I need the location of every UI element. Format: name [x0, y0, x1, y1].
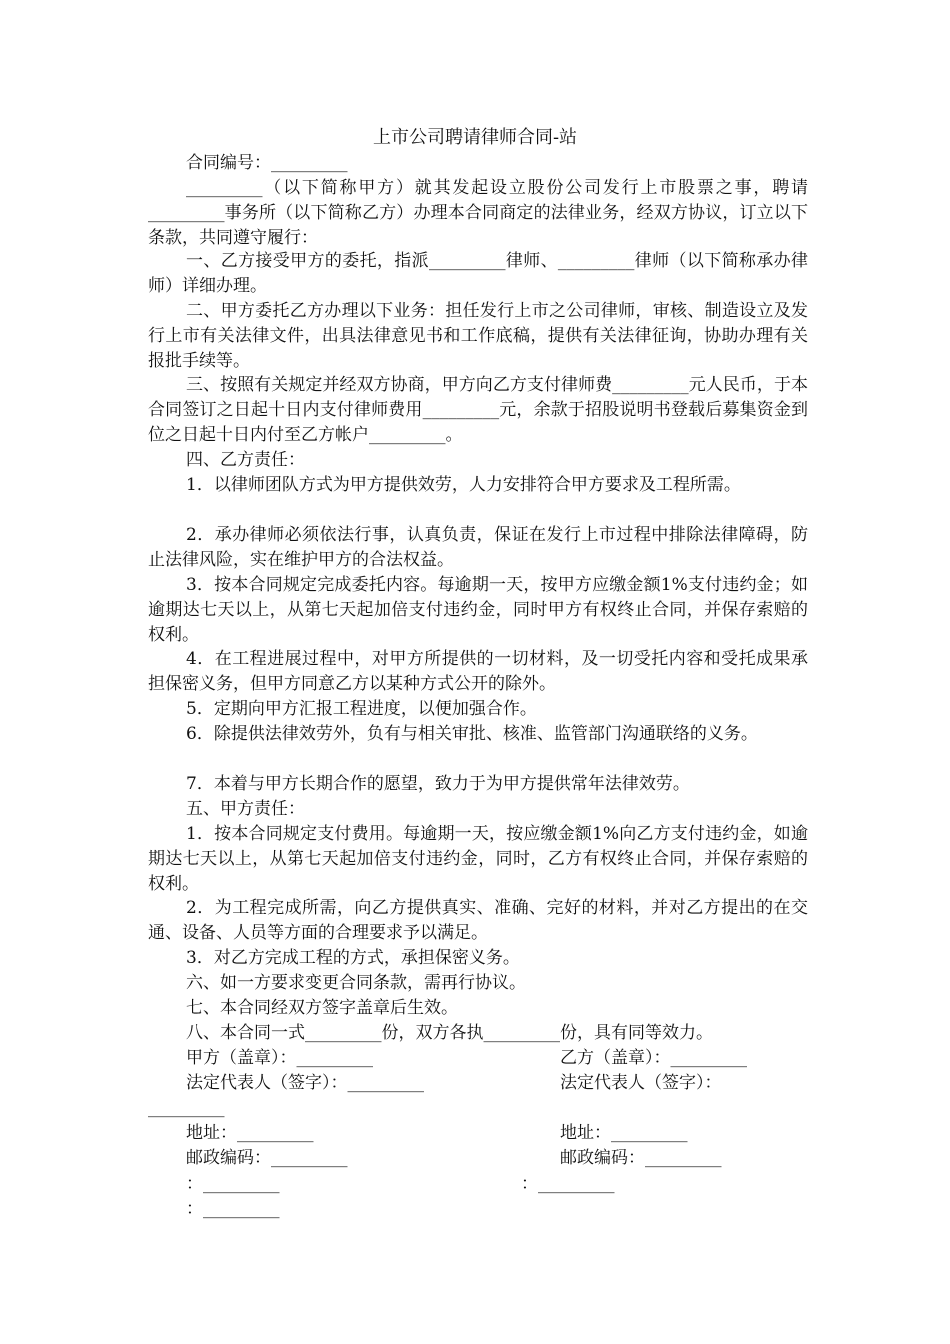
clause-5-item-2: 2．为工程完成所需，向乙方提供真实、准确、完好的材料，并对乙方提出的在交通、设备、人员等方面的合理要求予以满足。: [148, 898, 808, 943]
clause-4-item-6: 6．除提供法律效劳外，负有与相关审批、核准、监管部门沟通联络的义务。: [186, 724, 758, 744]
contract-number: 合同编号：_________: [186, 153, 348, 173]
intro-paragraph: _________（以下简称甲方）就其发起设立股份公司发行上市股票之事，聘请_________事务所（以下简称乙方）办理本合同商定的法律业务，经双方协议，订立以下条款，共同遵守履行：: [148, 178, 808, 248]
clause-8: 八、本合同一式_________份，双方各执_________份，具有同等效力。: [186, 1023, 713, 1043]
party-b-postcode: 邮政编码：_________: [560, 1148, 722, 1168]
party-a-postcode: 邮政编码：_________: [186, 1148, 348, 1168]
party-b-representative-blank: _________: [148, 1098, 225, 1118]
clause-4-item-3: 3．按本合同规定完成委托内容。每逾期一天，按甲方应缴金额1%支付违约金；如逾期达七天以上，从第七天起加倍支付违约金，同时甲方有权终止合同，并保存索赔的权利。: [148, 575, 808, 645]
party-a-representative: 法定代表人（签字）：_________: [186, 1073, 424, 1093]
clause-3: 三、按照有关规定并经双方协商，甲方向乙方支付律师费_________元人民币，于本合同签订之日起十日内支付律师费用_________元，余款于招股说明书登载后募集资金到位之日起十日内付至乙方帐户_________。: [148, 375, 808, 445]
clause-2: 二、甲方委托乙方办理以下业务：担任发行上市之公司律师，审核、制造设立及发行上市有关法律文件，出具法律意见书和工作底稿，提供有关法律征询，协助办理有关报批手续等。: [148, 301, 808, 371]
clause-7: 七、本合同经双方签字盖章后生效。: [186, 998, 458, 1018]
clause-4-item-7: 7．本着与甲方长期合作的愿望，致力于为甲方提供常年法律效劳。: [186, 774, 690, 794]
clause-4-item-4: 4．在工程进展过程中，对甲方所提供的一切材料，及一切受托内容和受托成果承担保密义务，但甲方同意乙方以某种方式公开的除外。: [148, 649, 808, 694]
party-a-extra-field-2: ：_________: [186, 1199, 280, 1219]
clause-4-item-5: 5．定期向甲方汇报工程进度，以便加强合作。: [186, 699, 537, 719]
clause-5-heading: 五、甲方责任：: [186, 799, 305, 819]
party-b-address: 地址：_________: [560, 1123, 688, 1143]
party-a-seal: 甲方（盖章）：_________: [186, 1048, 373, 1068]
clause-6: 六、如一方要求变更合同条款，需再行协议。: [186, 973, 526, 993]
party-b-representative: 法定代表人（签字）：: [560, 1073, 722, 1093]
clause-1: 一、乙方接受甲方的委托，指派_________律师、_________律师（以下简称承办律师）详细办理。: [148, 251, 808, 296]
party-b-seal: 乙方（盖章）：_________: [560, 1048, 747, 1068]
clause-4-item-1: 1．以律师团队方式为甲方提供效劳，人力安排符合甲方要求及工程所需。: [186, 475, 741, 495]
document-title: 上市公司聘请律师合同-站: [372, 127, 578, 148]
clause-4-heading: 四、乙方责任：: [186, 450, 305, 470]
party-a-address: 地址：_________: [186, 1123, 314, 1143]
clause-5-item-1: 1．按本合同规定支付费用。每逾期一天，按应缴金额1%向乙方支付违约金，如逾期达七天以上，从第七天起加倍支付违约金，同时，乙方有权终止合同，并保存索赔的权利。: [148, 824, 808, 894]
clause-4-item-2: 2．承办律师必须依法行事，认真负责，保证在发行上市过程中排除法律障碍，防止法律风险，实在维护甲方的合法权益。: [148, 525, 808, 570]
party-b-extra-field-1: ：_________: [521, 1174, 615, 1194]
clause-5-item-3: 3．对乙方完成工程的方式，承担保密义务。: [186, 948, 520, 968]
party-a-extra-field-1: ：_________: [186, 1174, 280, 1194]
